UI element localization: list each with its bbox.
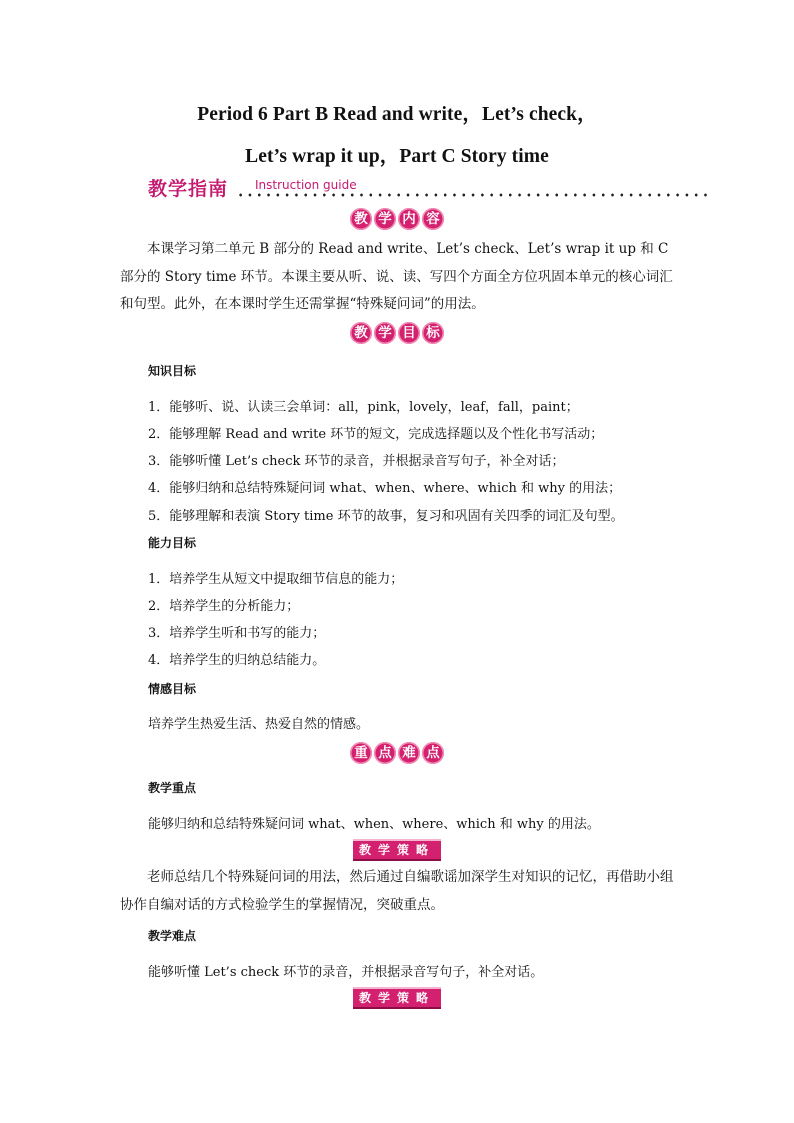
page-title-line1: Period 6 Part B Read and write，Let’s check， [197,104,597,125]
knowledge-goals-label: 知识目标 [148,364,197,378]
list-item: 3．培养学生听和书写的能力； [148,626,326,641]
instruction-guide-header [148,174,713,202]
section-badge-goals [0,322,794,344]
badge-char: 教 [350,208,372,230]
list-item: 2．能够理解 Read and write 环节的短文，完成选择题以及个性化书写活动； [148,427,604,442]
list-item: 3．能够听懂 Let’s check 环节的录音，并根据录音写句子，补全对话； [148,454,565,469]
list-item: 5．能够理解和表演 Story time 环节的故事，复习和巩固有关四季的词汇及句型。 [148,509,624,524]
badge-char: 教 [350,322,372,344]
badge-char: 点 [422,742,444,764]
section-badge-keypoints [0,742,794,764]
list-item: 4．培养学生的归纳总结能力。 [148,653,326,668]
emotion-goals-text: 培养学生热爱生活、热爱自然的情感。 [148,717,370,732]
focus-label: 教学重点 [148,781,197,795]
guide-label-cn: 教学指南 [148,178,229,200]
list-item: 1．培养学生从短文中提取细节信息的能力； [148,572,404,587]
difficulty-label: 教学难点 [148,929,197,943]
badge-char: 重 [350,742,372,764]
strategy-label: 教学策略 [353,839,441,861]
badge-char: 难 [398,742,420,764]
strategy-paragraph: 老师总结几个特殊疑问词的用法，然后通过自编歌谣加深学生对知识的记忆，再借助小组协作自编对话的方式检验学生的掌握情况，突破重点。 [120,869,674,913]
focus-text: 能够归纳和总结特殊疑问词 what、when、where、which 和 why 的用法。 [148,817,600,832]
page-title-line2: Let’s wrap it up，Part C Story time [245,146,549,167]
emotion-goals-label: 情感目标 [148,682,197,696]
badge-char: 标 [422,322,444,344]
dotted-divider [236,192,708,198]
badge-char: 容 [422,208,444,230]
difficulty-text: 能够听懂 Let’s check 环节的录音，并根据录音写句子，补全对话。 [148,965,544,980]
list-item: 2．培养学生的分析能力； [148,599,300,614]
ability-goals-label: 能力目标 [148,536,197,550]
guide-label-en: Instruction guide [255,178,357,192]
list-item: 1．能够听、说、认读三会单词：all，pink，lovely，leaf，fall，paint； [148,400,579,415]
strategy-ribbon [0,839,794,861]
strategy-ribbon-2 [0,987,794,1009]
strategy-label-2: 教学策略 [353,987,441,1009]
badge-char: 学 [374,322,396,344]
content-paragraph: 本课学习第二单元 B 部分的 Read and write、Let’s check、Let’s wrap it up 和 C 部分的 Story time 环节。本课主要从听、说、读、写四个方面全方位巩固本单元的核心词汇和句型。此外，在本课时学生还需掌握“特殊疑问词”的用法。 [120,241,673,312]
badge-char: 学 [374,208,396,230]
list-item: 4．能够归纳和总结特殊疑问词 what、when、where、which 和 why 的用法； [148,481,622,496]
badge-char: 点 [374,742,396,764]
badge-char: 目 [398,322,420,344]
section-badge-content [0,208,794,230]
badge-char: 内 [398,208,420,230]
